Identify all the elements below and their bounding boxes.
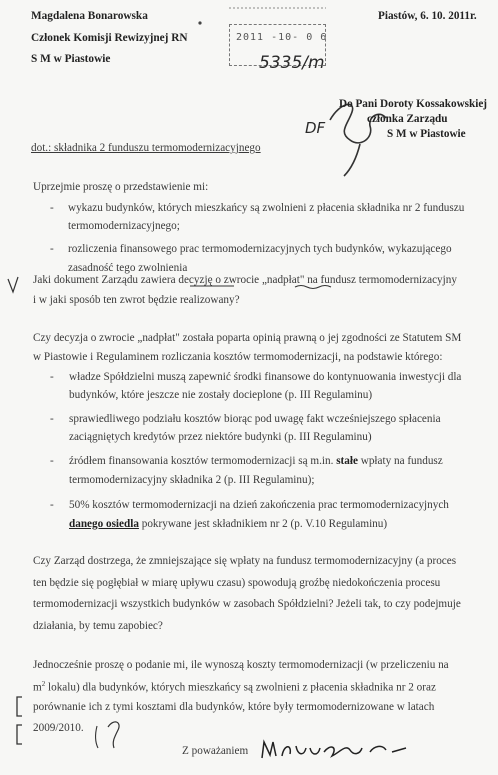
request-2-line-1: rozliczenia finansowego prac termomodernizacyjnych tych budynków, wykazującego [68,243,452,255]
stamp-number: 5335/m [259,53,325,73]
intro: Uprzejmie proszę o przedstawienie mi: [33,181,209,193]
m2-unit-sup: 2 [41,680,46,688]
question-3-line-4: działania, by temu zapobiec? [33,620,163,632]
c3-part-c: wpłaty na fundusz [357,455,443,467]
request-1-line-2: termomodernizacyjnego; [68,220,180,232]
stamp-date: 2011 -10- 0 6 [236,32,328,43]
bullet-dash: - [50,371,54,383]
sender-name: Magdalena Bonarowska [31,10,148,22]
q1-part-c: o zwrocie [212,274,262,286]
question-1-line-1 [33,274,457,286]
final-request-line-1: Jednocześnie proszę o podanie mi, ile wynoszą koszty termomodernizacji (w przeliczeniu na [33,659,449,671]
bullet-dash: - [50,455,54,467]
margin-question-scribble [108,722,119,748]
margin-bracket-bottom [17,725,22,744]
ink-dot [198,21,201,24]
closing: Z poważaniem [182,745,249,757]
margin-bracket-top [17,697,22,716]
bullet-dash: - [50,202,54,214]
bullet-dash: - [50,499,54,511]
c3-stale-word: stałe [336,455,358,467]
question-2-line-1: Czy decyzja o zwrocie „nadpłat" została poparta opinią prawną o jej zgodności ze Statutem SM [33,332,462,344]
place-date: Piastów, 6. 10. 2011r. [378,10,477,22]
final-request-line-3: porównanie ich z tymi kosztami dla budynków, które były termomodernizowane w latach [33,701,435,713]
question-2-line-2: w Piastowie i Regulaminem rozliczania kosztów termomodernizacji, na podstawie którego: [33,351,443,363]
q1-overpayment-word: „nadpłat" [261,274,305,286]
margin-paren-scribble [96,726,98,748]
condition-1-line-2: budynków, które jeszcze nie zostały docieplone (p. III Regulaminu) [69,389,373,401]
q1-part-a: Jaki dokument Zarządu zawiera [33,274,179,286]
question-1-line-2: i w jaki sposób ten zwrot będzie realizowany? [33,294,240,306]
condition-2-line-2: zaciągniętych kredytów przez niektóre budynki (p. III Regulaminu) [69,431,372,443]
final-request-line-2-rest: lokalu) dla budynków, których mieszkańcy są zwolnieni z płacenia składnika nr 2 oraz [45,681,436,694]
condition-2-line-1: sprawiedliwego podziału kosztów biorąc pod uwagę fakt wcześniejszego spłacenia [69,413,441,425]
recipient-line-1: Do Pani Doroty Kossakowskiej [339,98,488,110]
condition-3-line-2: termomodernizacyjny składnika 2 (p. III Regulaminu); [69,474,315,486]
bullet-dash: - [50,243,54,255]
sender-role: Członek Komisji Rewizyjnej RN [31,32,188,44]
final-request-line-2 [33,680,436,694]
m2-unit-m: m [33,681,42,694]
condition-4-line-2 [69,518,387,530]
question-3-line-1: Czy Zarząd dostrzega, że zmniejszające się wpłaty na fundusz termomodernizacyjny (a proces [33,555,457,567]
c4-osiedle-words: danego osiedla [69,518,139,530]
recipient-line-3: S M w Piastowie [387,128,466,140]
question-3-line-2: ten będzie się pogłębiał w miarę upływu czasu) spowodują groźbę niedokończenia procesu [33,577,441,589]
condition-1-line-1: władze Spółdzielni muszą zapewnić środki finansowe do kontynuowania inwestycji dla [69,371,462,383]
stamp-initials: DF [305,119,326,137]
c3-part-a: źródłem finansowania kosztów termomodernizacji są m.in. [69,455,337,467]
sender-org: S M w Piastowie [31,53,111,65]
condition-4-line-1: 50% kosztów termomodernizacji na dzień zakończenia prac termomodernizacyjnych [69,499,449,511]
recipient-line-2: członka Zarządu [367,113,448,125]
final-request-line-4: 2009/2010. [33,722,84,734]
q1-decision-word: decyzję [178,274,213,286]
request-1-line-1: wykazu budynków, których mieszkańcy są zwolnieni z płacenia składnika nr 2 funduszu [68,202,465,214]
request-2-line-2: zasadność tego zwolnienia [68,262,188,274]
q1-part-e: na fundusz termomodernizacyjny [304,274,457,286]
subject: dot.: składnika 2 funduszu termomodernizacyjnego [31,142,261,154]
margin-check-mark [8,277,18,292]
condition-3-line-1 [69,455,443,467]
c4-part-c: pokrywane jest składnikiem nr 2 (p. V.10 Regulaminu) [138,518,388,530]
signature-scribble [262,742,406,758]
bullet-dash: - [50,413,54,425]
question-3-line-3: termomodernizacji wszystkich budynków w zasobach Spółdzielni? Jeżeli tak, to czy podejmuje [33,598,461,610]
